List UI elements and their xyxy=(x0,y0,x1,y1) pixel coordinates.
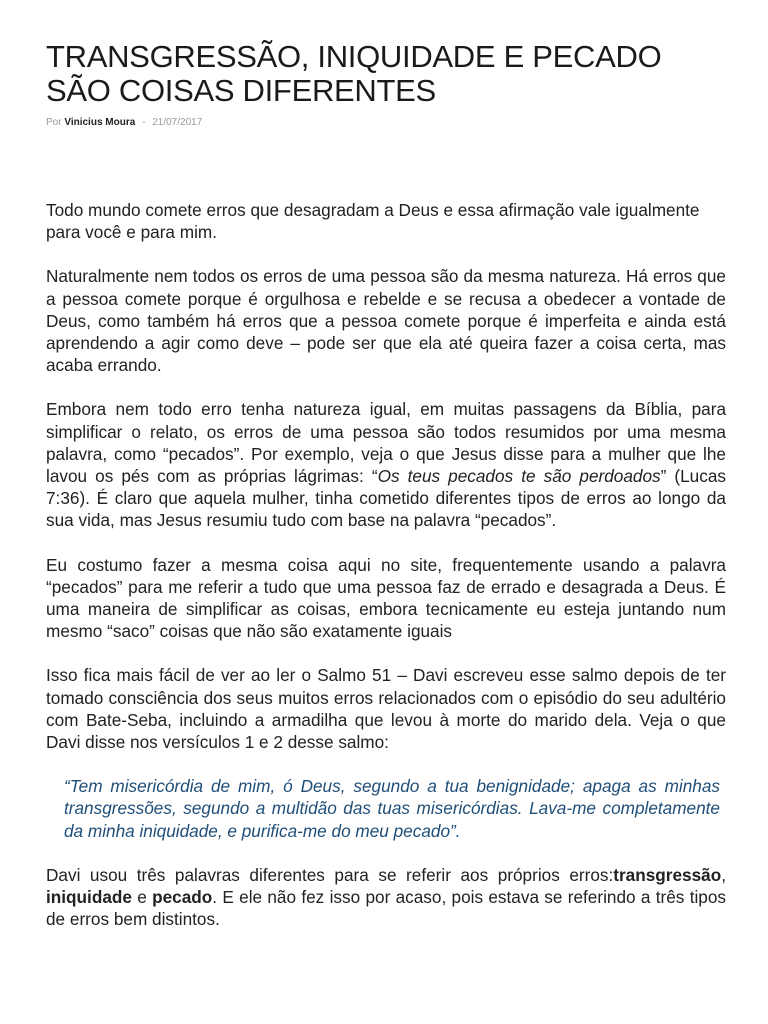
article xyxy=(46,40,726,952)
paragraph-3-text: Embora nem todo erro tenha natureza igual, em muitas passagens da Bíblia, para simplificar o relato, os erros de uma pessoa são todos resumidos por uma mesma palavra, como “pecados”. Por exemplo, veja o que Jesus disse para a mulher que lhe lavou os pés com as próprias lágrimas: “ xyxy=(46,399,726,487)
psalm-blockquote: “Tem misericórdia de mim, ó Deus, segundo a tua benignidade; apaga as minhas transgressões, segundo a multidão das tuas misericórdias. Lava-me completamente da minha iniquidade, e purifica-me do meu pecado”. xyxy=(64,776,720,841)
paragraph-1: Todo mundo comete erros que desagradam a Deus e essa afirmação vale igualmente para você e para mim. xyxy=(46,200,700,243)
paragraph-6 xyxy=(46,864,726,931)
conjunction: e xyxy=(131,887,153,908)
article-title: TRANSGRESSÃO, INIQUIDADE E PECADO SÃO COISAS DIFERENTES xyxy=(46,39,662,108)
paragraph-6-text: Davi usou três palavras diferentes para se referir aos próprios erros: xyxy=(46,864,614,885)
paragraph-5: Isso fica mais fácil de ver ao ler o Salmo 51 – Davi escreveu esse salmo depois de ter tomado consciência dos seus muitos erros relacionados com o episódio do seu adultério com Bate-Seba, incluindo a armadilha que levou à morte do marido dela. Veja o que Davi disse nos versículos 1 e 2 desse salmo: xyxy=(46,665,726,753)
meta-separator: - xyxy=(142,117,146,128)
term-pecado: pecado xyxy=(152,887,213,908)
paragraph-3 xyxy=(46,398,726,531)
author-link[interactable]: Vinicius Moura xyxy=(64,117,136,128)
paragraph-2: Naturalmente nem todos os erros de uma pessoa são da mesma natureza. Há erros que a pessoa comete porque é orgulhosa e rebelde e se recusa a obedecer a vontade de Deus, como também há erros que a pessoa comete porque é imperfeita e ainda está aprendendo a agir como deve – pode ser que ela até queira fazer a coisa certa, mas acaba errando. xyxy=(46,266,726,376)
paragraph-3-text-end: ” (Lucas 7:36). É claro que aquela mulher, tinha cometido diferentes tipos de erros ao longo da sua vida, mas Jesus resumiu tudo com base na palavra “pecados”. xyxy=(46,466,726,531)
paragraph-6-text-end: . E ele não fez isso por acaso, pois estava se referindo a três tipos de erros bem distintos. xyxy=(46,887,727,930)
by-label: Por xyxy=(46,117,62,128)
term-transgressao: transgressão xyxy=(613,864,722,885)
publish-date: 21/07/2017 xyxy=(152,117,203,128)
paragraph-4: Eu costumo fazer a mesma coisa aqui no site, frequentemente usando a palavra “pecados” para me referir a tudo que uma pessoa faz de errado e desagrada a Deus. É uma maneira de simplificar as coisas, embora tecnicamente eu esteja juntando num mesmo “saco” coisas que não são exatamente iguais xyxy=(46,554,726,642)
jesus-quote: Os teus pecados te são perdoados xyxy=(377,466,661,487)
article-meta xyxy=(46,116,726,129)
comma: , xyxy=(721,864,726,885)
term-iniquidade: iniquidade xyxy=(46,887,132,908)
article-body xyxy=(46,199,726,930)
